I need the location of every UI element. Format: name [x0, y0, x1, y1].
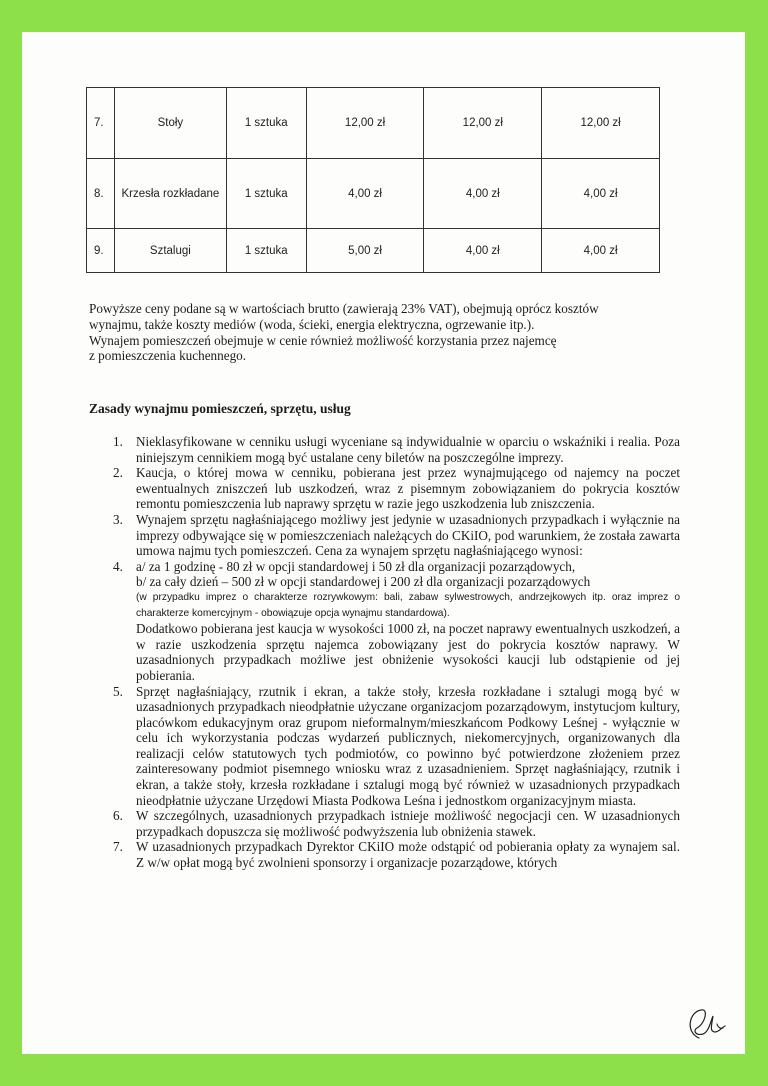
rule-text: W szczególnych, uzasadnionych przypadkach istnieje możliwość negocjacji cen. W uzasadnionych przypadkach dopuszcza się możliwość podwyższenia lub obniżenia stawek. — [136, 808, 680, 839]
rule-text: Wynajem sprzętu nagłaśniającego możliwy jest jedynie w uzasadnionych przypadkach i wyłącznie na imprezy odbywające się w pomieszczeniach należących do CKiIO, pod warunkiem, że została zawarta umowa najmu tych pomieszczeń. Cena za wynajem sprzętu nagłaśniającego wynosi: — [136, 511, 680, 559]
item-unit: 1 sztuka — [226, 159, 306, 229]
price-cell: 5,00 zł — [306, 229, 424, 273]
item-unit: 1 sztuka — [226, 88, 306, 159]
price-cell: 4,00 zł — [306, 159, 424, 229]
note-line: z pomieszczenia kuchennego. — [89, 348, 247, 364]
rule-item — [113, 465, 680, 512]
price-cell: 4,00 zł — [542, 159, 660, 229]
table-row — [87, 229, 660, 273]
rules-heading: Zasady wynajmu pomieszczeń, sprzętu, usług — [89, 401, 351, 416]
rule-text: Sprzęt nagłaśniający, rzutnik i ekran, a także stoły, krzesła rozkładane i sztalugi mogą być w uzasadnionych przypadkach nieodpłatnie użyczane organizacjom pozarządowym, instytucjom kultury, placówkom edukacyjnym oraz grupom nieformalnym/mieszkańcom Podkowy Leśnej - wyłącznie w celu ich wykorzystania podczas wydarzeń publicznych, niekomercyjnych, organizowanych dla realizacji celów statutowych tych podmiotów, co powinno być potwierdzone złożeniem przez zainteresowany podmiot pisemnego wniosku wraz z uzasadnieniem. Sprzęt nagłaśniający, rzutnik i ekran, a także stoły, krzesła rozkładane i sztalugi mogą być również w uzasadnionych przypadkach nieodpłatnie użyczane Urzędowi Miasta Podkowa Leśna i jednostkom organizacyjnym miasta. — [136, 683, 680, 808]
rule-item — [113, 434, 680, 465]
rule-number: 7. — [113, 839, 123, 855]
signature-icon — [679, 1002, 727, 1042]
price-cell: 12,00 zł — [542, 88, 660, 159]
rule-number: 1. — [113, 434, 123, 449]
rule-text — [136, 559, 680, 684]
rule-number: 4. — [113, 558, 123, 574]
rule-number: 3. — [113, 511, 123, 527]
rule-item — [113, 684, 680, 809]
rule-line: Dodatkowo pobierana jest kaucja w wysokości 1000 zł, na poczet naprawy ewentualnych uszkodzeń, a w razie uszkodzenia sprzętu najemca zobowiązany jest do pokrycia kosztów naprawy. W uzasadnionych przypadkach możliwe jest obniżenie wysokości kaucji lub odstąpienie od jej pobierania. — [136, 621, 680, 683]
rule-number: 2. — [113, 465, 123, 481]
price-cell: 12,00 zł — [306, 88, 424, 159]
note-line: Wynajem pomieszczeń obejmuje w cenie również możliwość korzystania przez najemcę — [89, 332, 557, 348]
item-name: Krzesła rozkładane — [114, 159, 226, 229]
rule-note: (w przypadku imprez o charakterze rozrywkowym: bali, zabaw sylwestrowych, andrzejkowych itp. oraz imprez o charakterze komercyjnym - obowiązuje opcja wynajmu standardowa). — [136, 591, 680, 619]
rule-item — [113, 839, 680, 870]
note-line: Powyższe ceny podane są w wartościach brutto (zawierają 23% VAT), obejmują oprócz kosztów — [89, 301, 599, 316]
price-cell: 4,00 zł — [424, 229, 542, 273]
table-row — [87, 159, 660, 229]
rule-text: Nieklasyfikowane w cenniku usługi wyceniane są indywidualnie w oparciu o wskaźniki i realia. Poza niniejszym cennikiem mogą być ustalane ceny biletów na poszczególne imprezy. — [136, 434, 680, 465]
price-table — [86, 87, 660, 273]
rule-number: 5. — [113, 683, 123, 699]
document-page — [22, 32, 745, 1054]
row-number: 7. — [87, 88, 115, 159]
item-name: Stoły — [114, 88, 226, 159]
rule-item — [113, 559, 680, 684]
rule-text: W uzasadnionych przypadkach Dyrektor CKiIO może odstąpić od pobierania opłaty za wynajem sal. Z w/w opłat mogą być zwolnieni sponsorzy i organizacje pozarządowe, których — [136, 839, 680, 871]
row-number: 9. — [87, 229, 115, 273]
price-notes — [89, 301, 679, 364]
price-cell: 4,00 zł — [542, 229, 660, 273]
rule-item — [113, 808, 680, 839]
table-row — [87, 88, 660, 159]
rule-text: Kaucja, o której mowa w cenniku, pobierana jest przez wynajmującego od najemcy na poczet ewentualnych zniszczeń lub uszkodzeń, wraz z pisemnym zobowiązaniem do pokrycia kosztów remontu pomieszczenia lub naprawy sprzętu w razie jego uszkodzenia lub zniszczenia. — [136, 465, 680, 512]
item-name: Sztalugi — [114, 229, 226, 273]
rules-list — [113, 434, 680, 871]
price-cell: 4,00 zł — [424, 159, 542, 229]
row-number: 8. — [87, 159, 115, 229]
rule-line: a/ za 1 godzinę - 80 zł w opcji standardowej i 50 zł dla organizacji pozarządowych, — [136, 558, 576, 574]
price-cell: 12,00 zł — [424, 88, 542, 159]
item-unit: 1 sztuka — [226, 229, 306, 273]
rule-number: 6. — [113, 808, 123, 824]
rule-line: b/ za cały dzień – 500 zł w opcji standardowej i 200 zł dla organizacji pozarządowych — [136, 574, 591, 590]
note-line: wynajmu, także koszty mediów (woda, ścieki, energia elektryczna, ogrzewanie itp.). — [89, 316, 535, 332]
rule-item — [113, 512, 680, 559]
